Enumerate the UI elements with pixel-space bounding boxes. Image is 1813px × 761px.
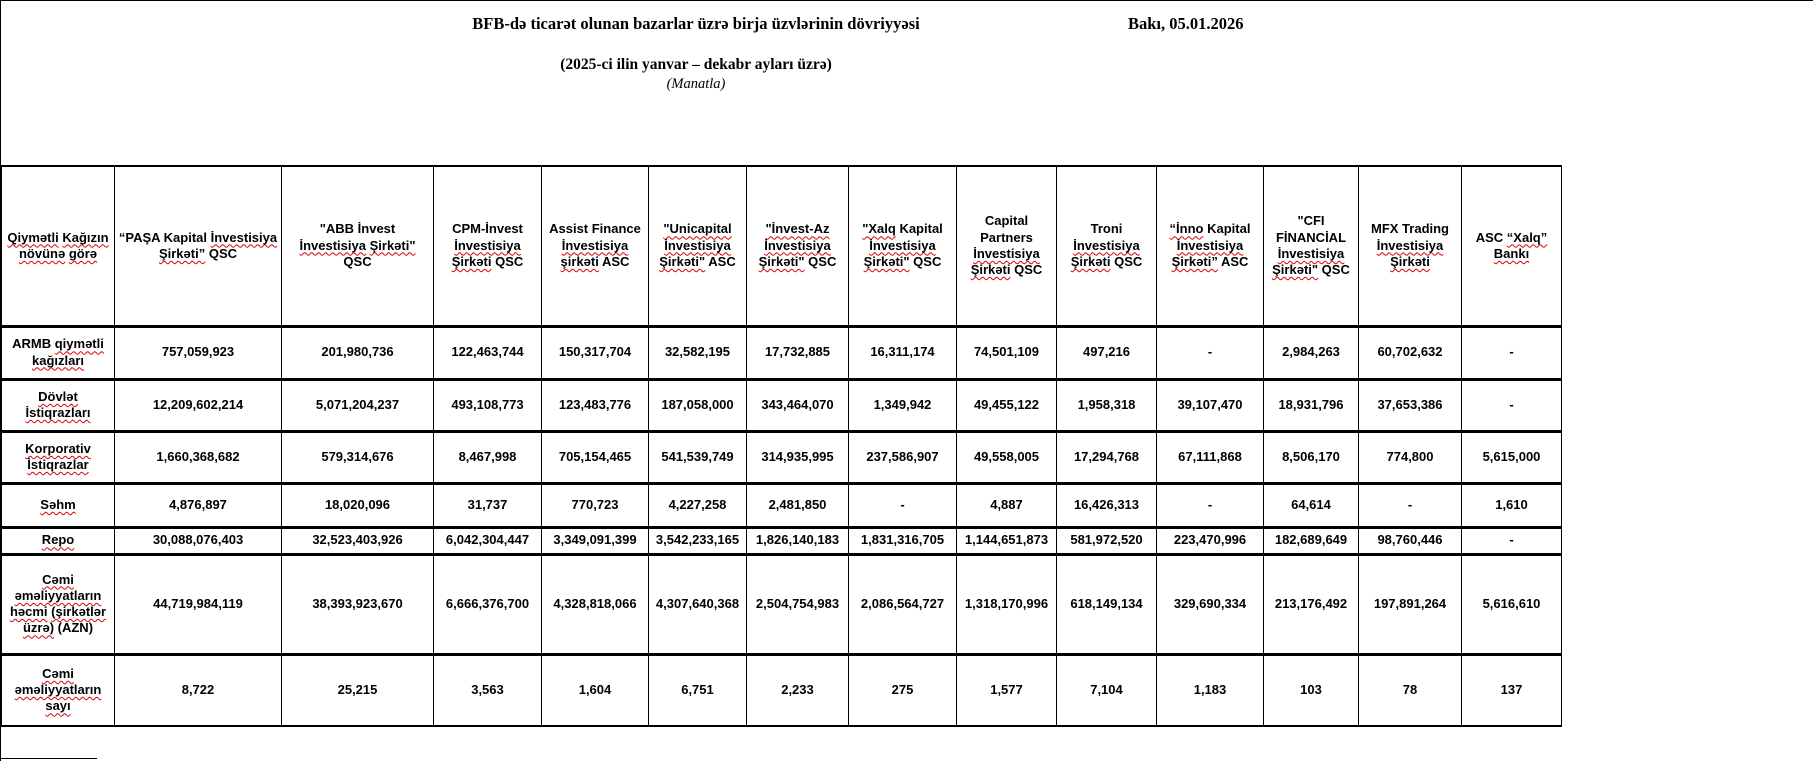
table-cell: 182,689,649 <box>1264 527 1359 554</box>
table-cell: 5,071,204,237 <box>282 379 434 431</box>
table-cell: 49,558,005 <box>957 431 1057 483</box>
table-cell: 44,719,984,119 <box>115 554 282 654</box>
table-cell: 1,349,942 <box>849 379 957 431</box>
table-cell: 12,209,602,214 <box>115 379 282 431</box>
table-cell: 579,314,676 <box>282 431 434 483</box>
table-cell: 32,582,195 <box>649 326 747 379</box>
table-cell: 123,483,776 <box>542 379 649 431</box>
table-cell: - <box>849 483 957 527</box>
table-cell: 213,176,492 <box>1264 554 1359 654</box>
table-cell: 618,149,134 <box>1057 554 1157 654</box>
table-cell: 3,563 <box>434 654 542 726</box>
table-cell: 67,111,868 <box>1157 431 1264 483</box>
table-cell: 16,311,174 <box>849 326 957 379</box>
table-cell: 150,317,704 <box>542 326 649 379</box>
table-cell: 581,972,520 <box>1057 527 1157 554</box>
turnover-table <box>1 165 1562 727</box>
table-cell: 122,463,744 <box>434 326 542 379</box>
table-cell: 64,614 <box>1264 483 1359 527</box>
table-cell: - <box>1157 483 1264 527</box>
table-cell: 25,215 <box>282 654 434 726</box>
table-cell: 2,086,564,727 <box>849 554 957 654</box>
table-cell: 31,737 <box>434 483 542 527</box>
table-cell: 2,481,850 <box>747 483 849 527</box>
table-cell: 60,702,632 <box>1359 326 1462 379</box>
table-cell: 4,876,897 <box>115 483 282 527</box>
table-cell: 1,318,170,996 <box>957 554 1057 654</box>
table-cell: 17,732,885 <box>747 326 849 379</box>
table-cell: 78 <box>1359 654 1462 726</box>
table-cell: 705,154,465 <box>542 431 649 483</box>
table-cell: 4,328,818,066 <box>542 554 649 654</box>
table-cell: 237,586,907 <box>849 431 957 483</box>
table-cell: 8,722 <box>115 654 282 726</box>
table-cell: - <box>1462 326 1562 379</box>
table-cell: 5,616,610 <box>1462 554 1562 654</box>
table-cell: 197,891,264 <box>1359 554 1462 654</box>
table-cell: 223,470,996 <box>1157 527 1264 554</box>
table-cell: - <box>1462 527 1562 554</box>
document-header <box>1 1 1391 165</box>
table-cell: 275 <box>849 654 957 726</box>
table-cell: 8,506,170 <box>1264 431 1359 483</box>
table-cell: - <box>1462 379 1562 431</box>
table-cell: 343,464,070 <box>747 379 849 431</box>
table-cell: 493,108,773 <box>434 379 542 431</box>
table-row <box>2 654 1562 726</box>
row-label: Cəmi əməliyyatların sayı <box>2 654 115 726</box>
table-row <box>2 483 1562 527</box>
column-header: CPM-İnvest İnvestisiya Şirkəti QSC <box>434 166 542 326</box>
table-cell: 541,539,749 <box>649 431 747 483</box>
table-cell: 4,887 <box>957 483 1057 527</box>
table-cell: 1,604 <box>542 654 649 726</box>
table-cell: 314,935,995 <box>747 431 849 483</box>
table-row <box>2 527 1562 554</box>
table-cell: 49,455,122 <box>957 379 1057 431</box>
column-header: “İnno Kapital İnvestisiya Şirkəti” ASC <box>1157 166 1264 326</box>
table-cell: 3,349,091,399 <box>542 527 649 554</box>
row-label: ARMB qiymətli kağızları <box>2 326 115 379</box>
column-header: "Unicapital İnvestisiya Şirkəti" ASC <box>649 166 747 326</box>
table-row <box>2 326 1562 379</box>
table-cell: 30,088,076,403 <box>115 527 282 554</box>
column-header: Assist Finance İnvestisiya şirkəti ASC <box>542 166 649 326</box>
table-cell: 3,542,233,165 <box>649 527 747 554</box>
table-cell: 1,144,651,873 <box>957 527 1057 554</box>
table-cell: 2,504,754,983 <box>747 554 849 654</box>
table-cell: 329,690,334 <box>1157 554 1264 654</box>
table-row <box>2 431 1562 483</box>
table-cell: 137 <box>1462 654 1562 726</box>
column-header: "İnvest-Az İnvestisiya Şirkəti" QSC <box>747 166 849 326</box>
table-cell: 74,501,109 <box>957 326 1057 379</box>
table-cell: 39,107,470 <box>1157 379 1264 431</box>
column-header: “PAŞA Kapital İnvestisiya Şirkəti” QSC <box>115 166 282 326</box>
table-cell: 774,800 <box>1359 431 1462 483</box>
document-date: Bakı, 05.01.2026 <box>1128 14 1244 33</box>
table-row <box>2 554 1562 654</box>
table-cell: 8,467,998 <box>434 431 542 483</box>
table-cell: 187,058,000 <box>649 379 747 431</box>
column-header: ASC “Xalq” Bankı <box>1462 166 1562 326</box>
document-title: BFB-də ticarət olunan bazarlar üzrə birja üzvlərinin dövriyyəsi <box>472 14 920 33</box>
document-subtitle: (2025-ci ilin yanvar – dekabr ayları üzrə) <box>560 56 832 73</box>
row-label: Dövlət İstiqrazları <box>2 379 115 431</box>
table-cell: 32,523,403,926 <box>282 527 434 554</box>
table-cell: 1,831,316,705 <box>849 527 957 554</box>
table-cell: 2,233 <box>747 654 849 726</box>
table-cell: 18,931,796 <box>1264 379 1359 431</box>
column-header: Troni İnvestisiya Şirkəti QSC <box>1057 166 1157 326</box>
table-cell: 1,660,368,682 <box>115 431 282 483</box>
row-label: Səhm <box>2 483 115 527</box>
cutoff-row-line <box>1 758 97 759</box>
table-header-row <box>2 166 1562 326</box>
table-cell: 1,958,318 <box>1057 379 1157 431</box>
table-cell: - <box>1157 326 1264 379</box>
table-cell: 1,577 <box>957 654 1057 726</box>
table-cell: 4,227,258 <box>649 483 747 527</box>
table-cell: 1,183 <box>1157 654 1264 726</box>
column-header: "CFI FİNANCİAL İnvestisiya Şirkəti" QSC <box>1264 166 1359 326</box>
table-cell: 2,984,263 <box>1264 326 1359 379</box>
column-header: Capital Partners İnvestisiya Şirkəti QSC <box>957 166 1057 326</box>
table-cell: - <box>1359 483 1462 527</box>
unit-note: (Manatla) <box>666 76 726 92</box>
table-cell: 201,980,736 <box>282 326 434 379</box>
column-header: "Xalq Kapital İnvestisiya Şirkəti" QSC <box>849 166 957 326</box>
row-label: Cəmi əməliyyatların həcmi (şirkətlər üzrə) (AZN) <box>2 554 115 654</box>
row-label: Korporativ İstiqrazlar <box>2 431 115 483</box>
table-row <box>2 379 1562 431</box>
table-cell: 7,104 <box>1057 654 1157 726</box>
table-cell: 757,059,923 <box>115 326 282 379</box>
table-cell: 18,020,096 <box>282 483 434 527</box>
row-header-label: Qiymətli Kağızın növünə görə <box>2 166 115 326</box>
table-cell: 770,723 <box>542 483 649 527</box>
table-cell: 98,760,446 <box>1359 527 1462 554</box>
table-cell: 4,307,640,368 <box>649 554 747 654</box>
table-cell: 37,653,386 <box>1359 379 1462 431</box>
table-cell: 6,751 <box>649 654 747 726</box>
column-header: MFX Trading İnvestisiya Şirkəti <box>1359 166 1462 326</box>
column-header: "ABB İnvest İnvestisiya Şirkəti" QSC <box>282 166 434 326</box>
row-label: Repo <box>2 527 115 554</box>
table-cell: 1,610 <box>1462 483 1562 527</box>
table-cell: 38,393,923,670 <box>282 554 434 654</box>
table-cell: 497,216 <box>1057 326 1157 379</box>
table-cell: 5,615,000 <box>1462 431 1562 483</box>
table-cell: 6,666,376,700 <box>434 554 542 654</box>
table-cell: 103 <box>1264 654 1359 726</box>
table-cell: 17,294,768 <box>1057 431 1157 483</box>
table-cell: 1,826,140,183 <box>747 527 849 554</box>
table-cell: 16,426,313 <box>1057 483 1157 527</box>
table-cell: 6,042,304,447 <box>434 527 542 554</box>
